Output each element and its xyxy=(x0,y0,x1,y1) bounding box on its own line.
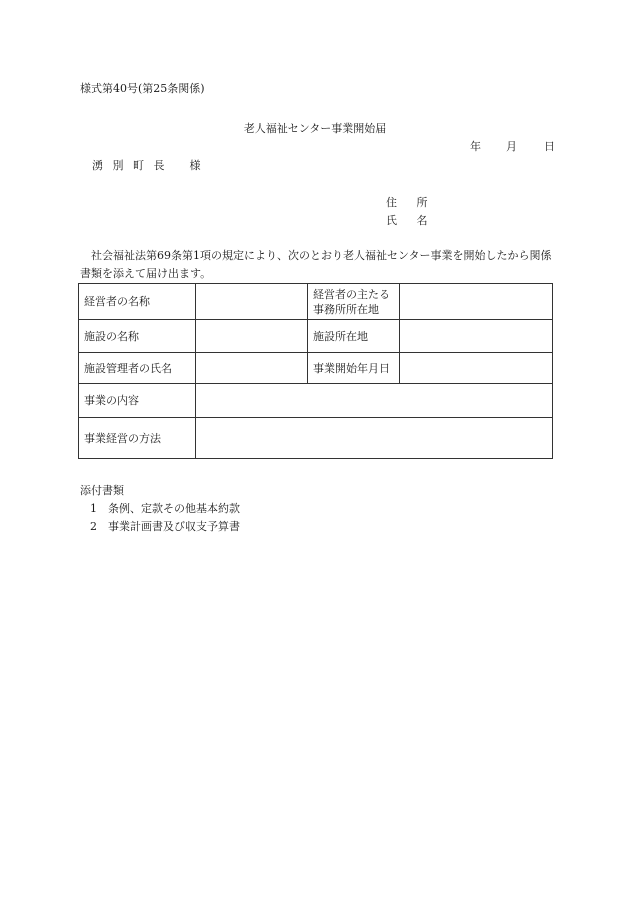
attachment-number: 2 xyxy=(90,520,97,533)
date-year-label: 年 xyxy=(470,140,481,153)
operator-name-label: 経営者の名称 xyxy=(79,284,196,320)
operator-office-label-line-2: 事務所所在地 xyxy=(313,302,379,316)
date-day-label: 日 xyxy=(544,140,555,153)
facility-name-label: 施設の名称 xyxy=(79,320,196,353)
applicant-name-label: 氏 名 xyxy=(386,214,436,227)
attachment-text: 事業計画書及び収支予算書 xyxy=(108,520,240,533)
manager-name-field[interactable] xyxy=(196,353,308,384)
facility-name-field[interactable] xyxy=(196,320,308,353)
operator-name-field[interactable] xyxy=(196,284,308,320)
operator-office-label xyxy=(308,284,400,320)
start-date-label: 事業開始年月日 xyxy=(308,353,400,384)
document-title: 老人福祉センター事業開始届 xyxy=(243,122,387,135)
table-row xyxy=(79,353,553,384)
manager-name-label: 施設管理者の氏名 xyxy=(79,353,196,384)
attachments-title: 添付書類 xyxy=(80,484,124,497)
facility-location-label: 施設所在地 xyxy=(308,320,400,353)
application-table xyxy=(78,283,553,459)
facility-location-field[interactable] xyxy=(400,320,553,353)
form-number: 様式第40号(第25条関係) xyxy=(80,82,205,95)
list-item xyxy=(90,518,240,534)
start-date-field[interactable] xyxy=(400,353,553,384)
business-method-field[interactable] xyxy=(196,418,553,459)
date-line xyxy=(470,138,555,154)
table-row xyxy=(79,418,553,459)
business-method-label: 事業経営の方法 xyxy=(79,418,196,459)
list-item xyxy=(90,500,240,516)
table-row xyxy=(79,320,553,353)
table-row xyxy=(79,384,553,418)
attachment-number: 1 xyxy=(90,502,97,515)
addressee-name: 湧 別 町 長 xyxy=(92,159,168,172)
date-month-label: 月 xyxy=(506,140,517,153)
attachment-text: 条例、定款その他基本約款 xyxy=(108,502,240,515)
addressee-honorific: 様 xyxy=(189,159,204,172)
addressee xyxy=(92,157,204,173)
operator-office-label-line-1: 経営者の主たる xyxy=(313,287,390,301)
table-row xyxy=(79,284,553,320)
body-text: 社会福祉法第69条第1項の規定により、次のとおり老人福祉センター事業を開始したから関係書類を添えて届け出ます。 xyxy=(80,249,552,280)
applicant-address-label: 住 所 xyxy=(386,196,436,209)
business-content-field[interactable] xyxy=(196,384,553,418)
business-content-label: 事業の内容 xyxy=(79,384,196,418)
operator-office-field[interactable] xyxy=(400,284,553,320)
